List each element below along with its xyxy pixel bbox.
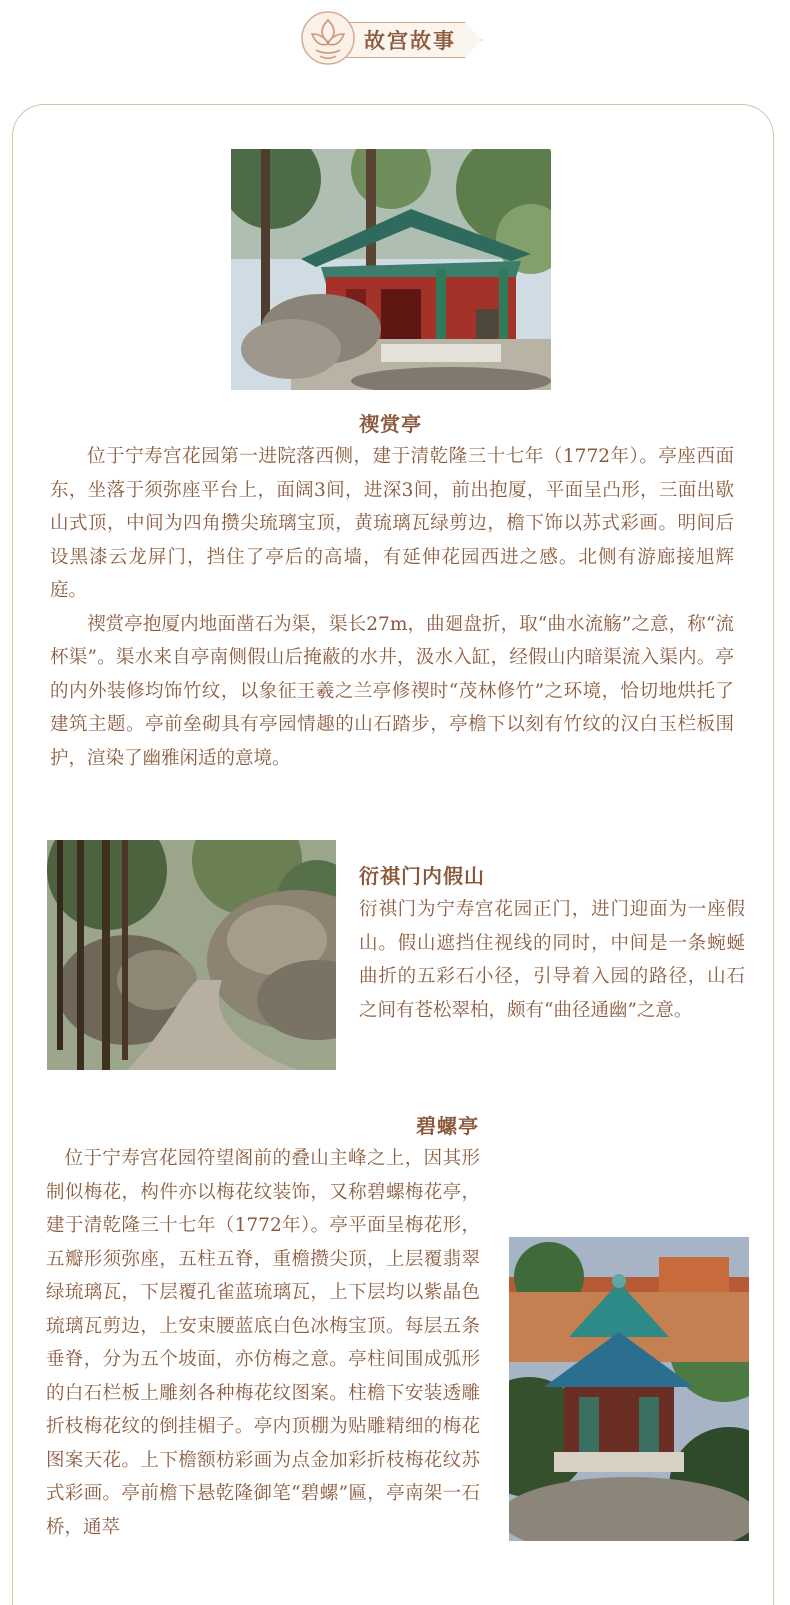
section-title-biluo: 碧螺亭 xyxy=(416,1114,479,1138)
paragraph: 位于宁寿宫花园符望阁前的叠山主峰之上，因其形制似梅花，构件亦以梅花纹装饰，又称碧螺梅花亭，建于清乾隆三十七年（1772年）。亭平面呈梅花形，五瓣形须弥座，五柱五脊，重檐攒尖顶，上层覆翡翠绿琉璃瓦，下层覆孔雀蓝琉璃瓦，上下层均以紫晶色琉璃瓦剪边，上安束腰蓝底白色冰梅宝顶。每层五条垂脊，分为五个坡面，亦仿梅之意。亭柱间围成弧形的白石栏板上雕刻各种梅花纹图案。柱檐下安装透雕折枝梅花纹的倒挂楣子。亭内顶棚为贴雕精细的梅花图案天花。上下檐额枋彩画为点金加彩折枝梅花纹苏式彩画。亭前檐下悬乾隆御笔“碧螺”匾，亭南架一石桥，通萃 xyxy=(46,1148,480,1538)
section-badge xyxy=(300,10,480,58)
biluo-description xyxy=(46,1142,480,1544)
section-title-xishang: 禊赏亭 xyxy=(359,412,422,436)
badge-label: 故宫故事 xyxy=(364,28,456,53)
section-title-rockery: 衍祺门内假山 xyxy=(359,864,485,888)
paragraph: 禊赏亭抱厦内地面凿石为渠，渠长27m，曲廻盘折，取“曲水流觞”之意，称“流杯渠”。渠水来自亭南侧假山后掩蔽的水井，汲水入缸，经假山内暗渠流入渠内。亭的内外装修均饰竹纹，以象征王羲之兰亭修禊时“茂林修竹”之环境，恰切地烘托了建筑主题。亭前垒砌具有亭园情趣的山石踏步，亭檐下以刻有竹纹的汉白玉栏板围护，渲染了幽雅闲适的意境。 xyxy=(50,613,734,769)
paragraph: 位于宁寿宫花园第一进院落西侧，建于清乾隆三十七年（1772年）。亭座西面东，坐落于须弥座平台上，面阔3间，进深3间，前出抱厦，平面呈凸形，三面出歇山式顶，中间为四角攒尖琉璃宝顶，黄琉璃瓦绿剪边，檐下饰以苏式彩画。明间后设黑漆云龙屏门，挡住了亭后的高墙，有延伸花园西进之感。北侧有游廊接旭辉庭。 xyxy=(50,446,734,601)
page-header xyxy=(0,0,790,90)
xishang-pavilion-photo xyxy=(231,149,551,390)
lotus-ornament-icon xyxy=(300,10,356,66)
biluo-pavilion-photo xyxy=(509,1237,749,1541)
rockery-photo xyxy=(47,840,336,1070)
paragraph: 衍祺门为宁寿宫花园正门，进门迎面为一座假山。假山遮挡住视线的同时，中间是一条蜿蜒曲折的五彩石小径，引导着入园的路径，山石之间有苍松翠柏，颇有“曲径通幽”之意。 xyxy=(359,899,745,1021)
rockery-description xyxy=(359,893,745,1027)
xishang-description xyxy=(50,440,734,775)
